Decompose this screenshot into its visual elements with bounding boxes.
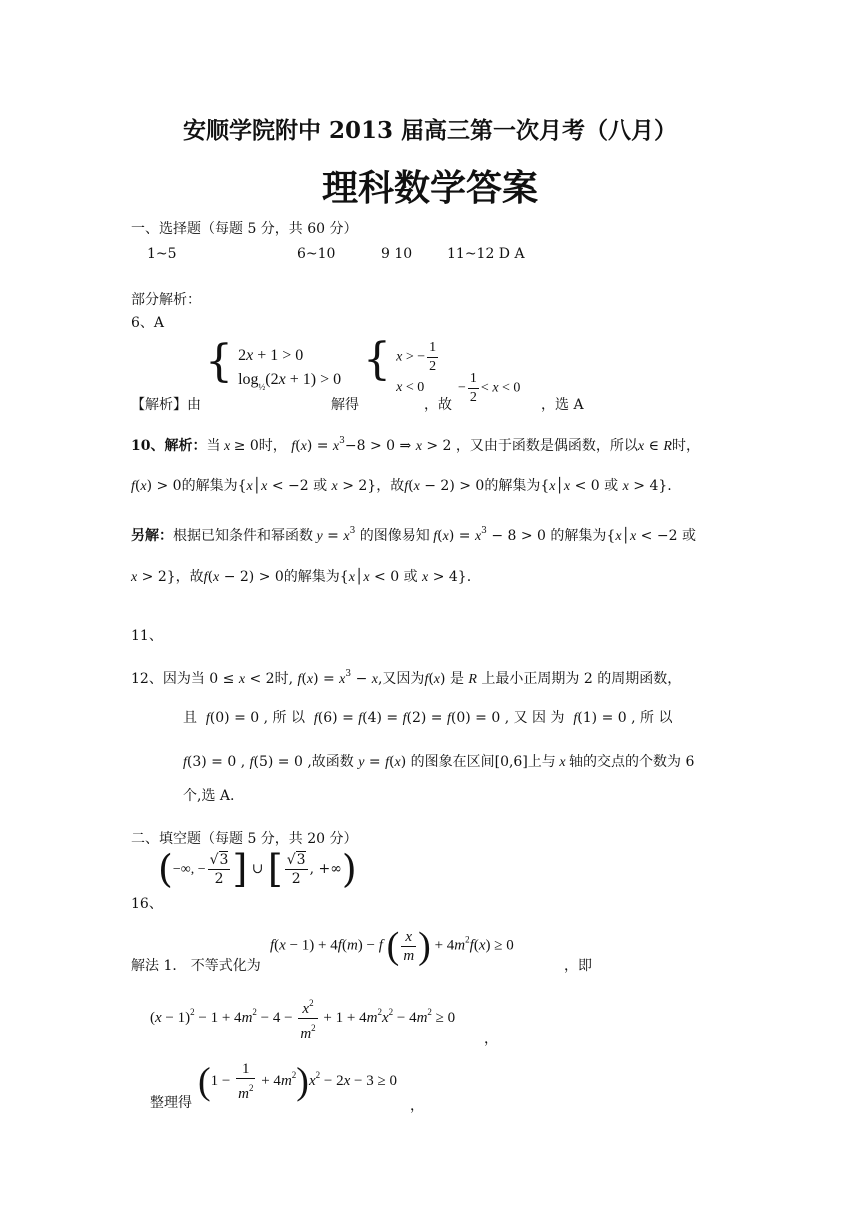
answer-11-12: 11~12 D A [447,246,525,262]
q11-label: 11、 [131,628,163,644]
q6-label: 6、A [131,315,165,331]
q10-text-b: 时， [258,438,287,454]
answer-6-10: 6~10 [297,246,336,262]
q10-alt-text-4: 或 [681,528,696,544]
q10-alt-text-1: 根据已知条件和幂函数 [173,528,313,544]
q6-jiexi: 【解析】由 [131,397,201,413]
q16-answer-interval: (−∞, − $\frac{√3}{2}$ ] ∪ [ $\frac{√3}{2}$ , +∞) [158,847,357,891]
q10-alt-text-5: ，故 [175,569,204,585]
q16-zheng: 整理得 [150,1095,192,1111]
q12-line1: 12、因为当 0 ≤ x < 2时, $f(x) = x^3 - x$,又因为f(x) 是 R 上最小正周期为 2 的周期函数， [131,669,682,687]
q6-choose: ，选 A [541,397,584,413]
q10-text-c: ，又由于函数是偶函数，所以 [455,438,638,454]
q10-alt-text-3: 的解集为 [550,528,607,544]
q12-line2: 且 f(0) = 0 , 所 以 f(6) = f(4) = f(2) = f(0) = 0 , 又 因 为 f(1) = 0 , 所 以 [183,710,673,726]
q16-label: 16、 [131,896,163,912]
q10-line2: f(x) > 0的解集为{x│x < −2 或 x > 2}，故f(x − 2) > 0的解集为{x│x < 0 或 x > 4}. [131,478,672,494]
q10-alt-label: 另解： [131,528,173,544]
q12-text-2: ,又因为 [377,671,425,687]
answer-9-10: 9 10 [381,246,413,262]
document-title: 安顺学院附中 2013 届高三第一次月考（八月） [182,117,678,144]
q12-text-10: 的图象在区间[0,6]上与 [410,754,556,770]
q10-label: 10、解析： [131,438,207,454]
q6-system-2: { x > − $\frac{1}{2}$ x < 0 [363,334,437,395]
q10-text-f: ，故 [376,478,405,494]
q12-text-6: , 所 以 [263,710,305,726]
q12-text-5: 且 [183,710,197,726]
q12-text-4: 上最小正周期为 2 的周期函数， [481,671,682,687]
q16-inequality-3: (1 − $\frac{1}{m^2}$ + $4m^2)x^2 - 2x - 3 \ge 0$ [198,1060,397,1103]
q10-alt-line2: x > 2}，故f(x − 2) > 0的解集为{x│x < 0 或 x > 4}. [131,569,472,585]
q10-alt-line1: 另解：根据已知条件和幂函数 $y = x^3$ 的图像易知 $f(x) = x^3 - 8 > 0$ 的解集为{x│x < −2 或 [131,526,696,544]
q10-text-e: 的解集为 [181,478,238,494]
q12-label: 12、因为当 [131,671,205,687]
q12-text-3: 是 [449,671,464,687]
q6-therefore: ，故 [424,397,452,413]
q10-alt-text-6: 的解集为 [283,569,340,585]
q10-line1: 10、解析：当 x ≥ 0时， $f(x) = x^3-8 > 0$ ⇒ x > 2 ，又由于函数是偶函数，所以x ∈ R时， [131,436,700,454]
q10-text-d: 时， [671,438,700,454]
document-subtitle: 理科数学答案 [321,167,538,209]
q12-text-1: 时, [274,671,294,687]
section1-heading: 一、选择题（每题 5 分，共 60 分） [131,221,358,237]
q16-inequality-2: $(x - 1)^2 - 1 + 4m^2 - 4$ − $\frac{x^2}{m^2}$ + $1 + 4m^2x^2 - 4m^2 \ge 0$ [150,994,455,1043]
q12-text-7: , 又 因 为 [504,710,565,726]
q6-system-1: { 2x + 1 > 0 $\log_{\frac{1}{2}}(2x + 1) > 0$ [205,336,342,392]
q16-inequality-1: f(x − 1) + 4f(m) − f ( $\frac{x}{m}$ ) + $4m^2f(x) \ge 0$ [270,925,514,967]
answer-1-5: 1~5 [147,246,177,262]
q12-text-11: 轴的交点的个数为 6 [569,754,695,770]
q6-solve: 解得 [331,397,359,413]
q12-line3: f(3) = 0 , f(5) = 0 ,故函数 y = f(x) 的图象在区间[0,6]上与 x 轴的交点的个数为 6 [183,754,695,770]
q12-text-9: ,故函数 [307,754,354,770]
partial-label: 部分解析： [131,292,201,308]
q16-ji: ，即 [564,958,592,974]
q16-comma-1: ， [484,1031,498,1047]
q12-text-8: , 所 以 [631,710,673,726]
q10-text-a: 当 [206,438,221,454]
q16-method: 解法 1． 不等式化为 [131,958,261,974]
q10-alt-text-2: 的图像易知 [359,528,430,544]
section2-heading: 二、填空题（每题 5 分，共 20 分） [131,831,358,847]
q6-result: − $\frac{1}{2}$ < x < 0 [458,371,521,405]
q12-text-12: 个,选 A. [183,788,235,804]
q16-comma-2: ， [410,1098,424,1114]
q10-text-g: 的解集为 [484,478,541,494]
